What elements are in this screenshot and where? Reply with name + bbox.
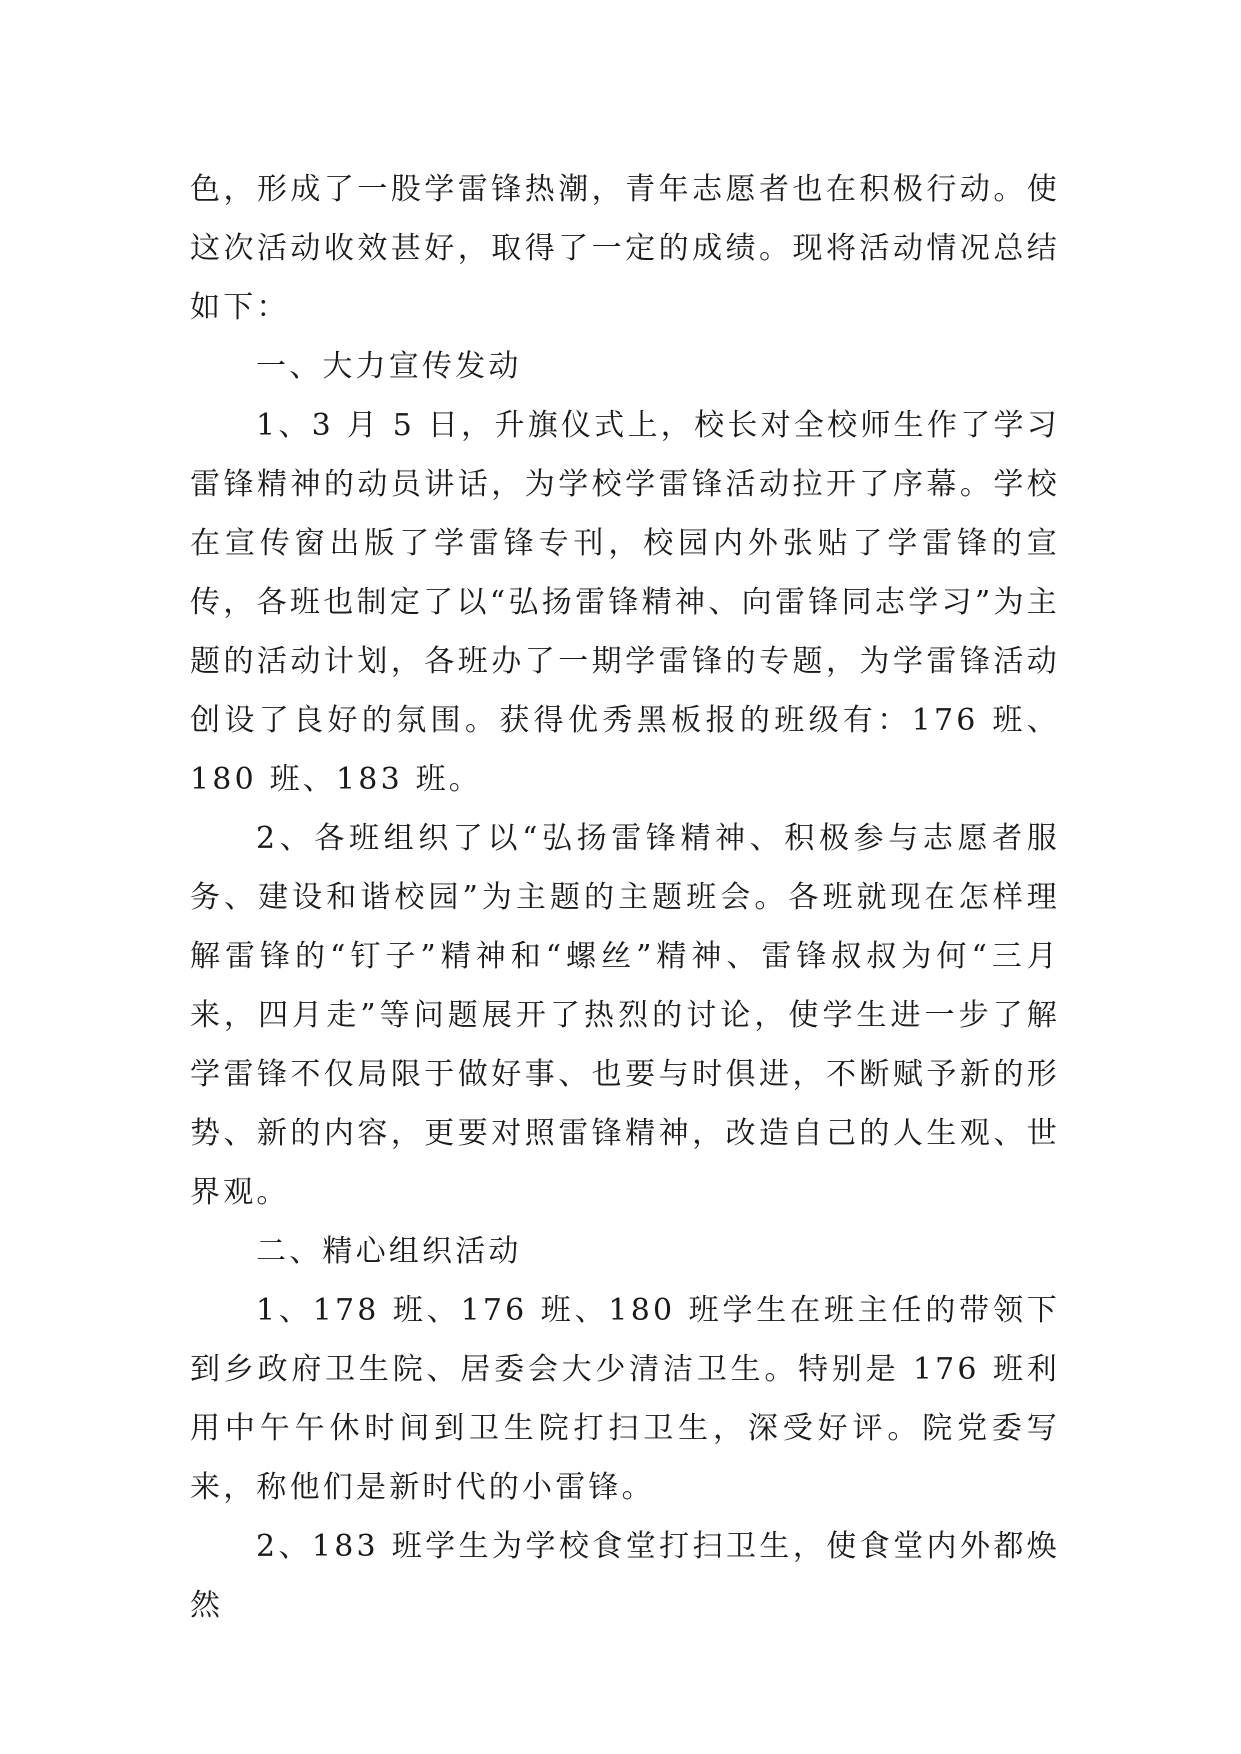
paragraph-continuation: 色，形成了一股学雷锋热潮，青年志愿者也在积极行动。使这次活动收效甚好，取得了一定的成绩。现将活动情况总结如下： [190,172,1060,325]
document-body [190,160,1060,1635]
paragraph-activity-1: 1、178 班、176 班、180 班学生在班主任的带领下到乡政府卫生院、居委会大少清洁卫生。特别是 176 班利用中午午休时间到卫生院打扫卫生，深受好评。院党委写来，称他们是新时代的小雷锋。 [190,1293,1060,1505]
paragraph-activity-2: 2、183 班学生为学校食堂打扫卫生，使食堂内外都焕然 [190,1529,1060,1623]
section-heading-activities: 二、精心组织活动 [256,1234,522,1269]
section-heading-publicity: 一、大力宣传发动 [256,349,522,384]
paragraph-item-1: 1、3 月 5 日，升旗仪式上，校长对全校师生作了学习雷锋精神的动员讲话，为学校学雷锋活动拉开了序幕。学校在宣传窗出版了学雷锋专刊，校园内外张贴了学雷锋的宣传，各班也制定了以“弘扬雷锋精神、向雷锋同志学习”为主题的活动计划，各班办了一期学雷锋的专题，为学雷锋活动创设了良好的氛围。获得优秀黑板报的班级有：176 班、180 班、183 班。 [190,408,1060,797]
paragraph-item-2: 2、各班组织了以“弘扬雷锋精神、积极参与志愿者服务、建设和谐校园”为主题的主题班会。各班就现在怎样理解雷锋的“钉子”精神和“螺丝”精神、雷锋叔叔为何“三月来，四月走”等问题展开了热烈的讨论，使学生进一步了解学雷锋不仅局限于做好事、也要与时俱进，不断赋予新的形势、新的内容，更要对照雷锋精神，改造自己的人生观、世界观。 [190,821,1060,1210]
